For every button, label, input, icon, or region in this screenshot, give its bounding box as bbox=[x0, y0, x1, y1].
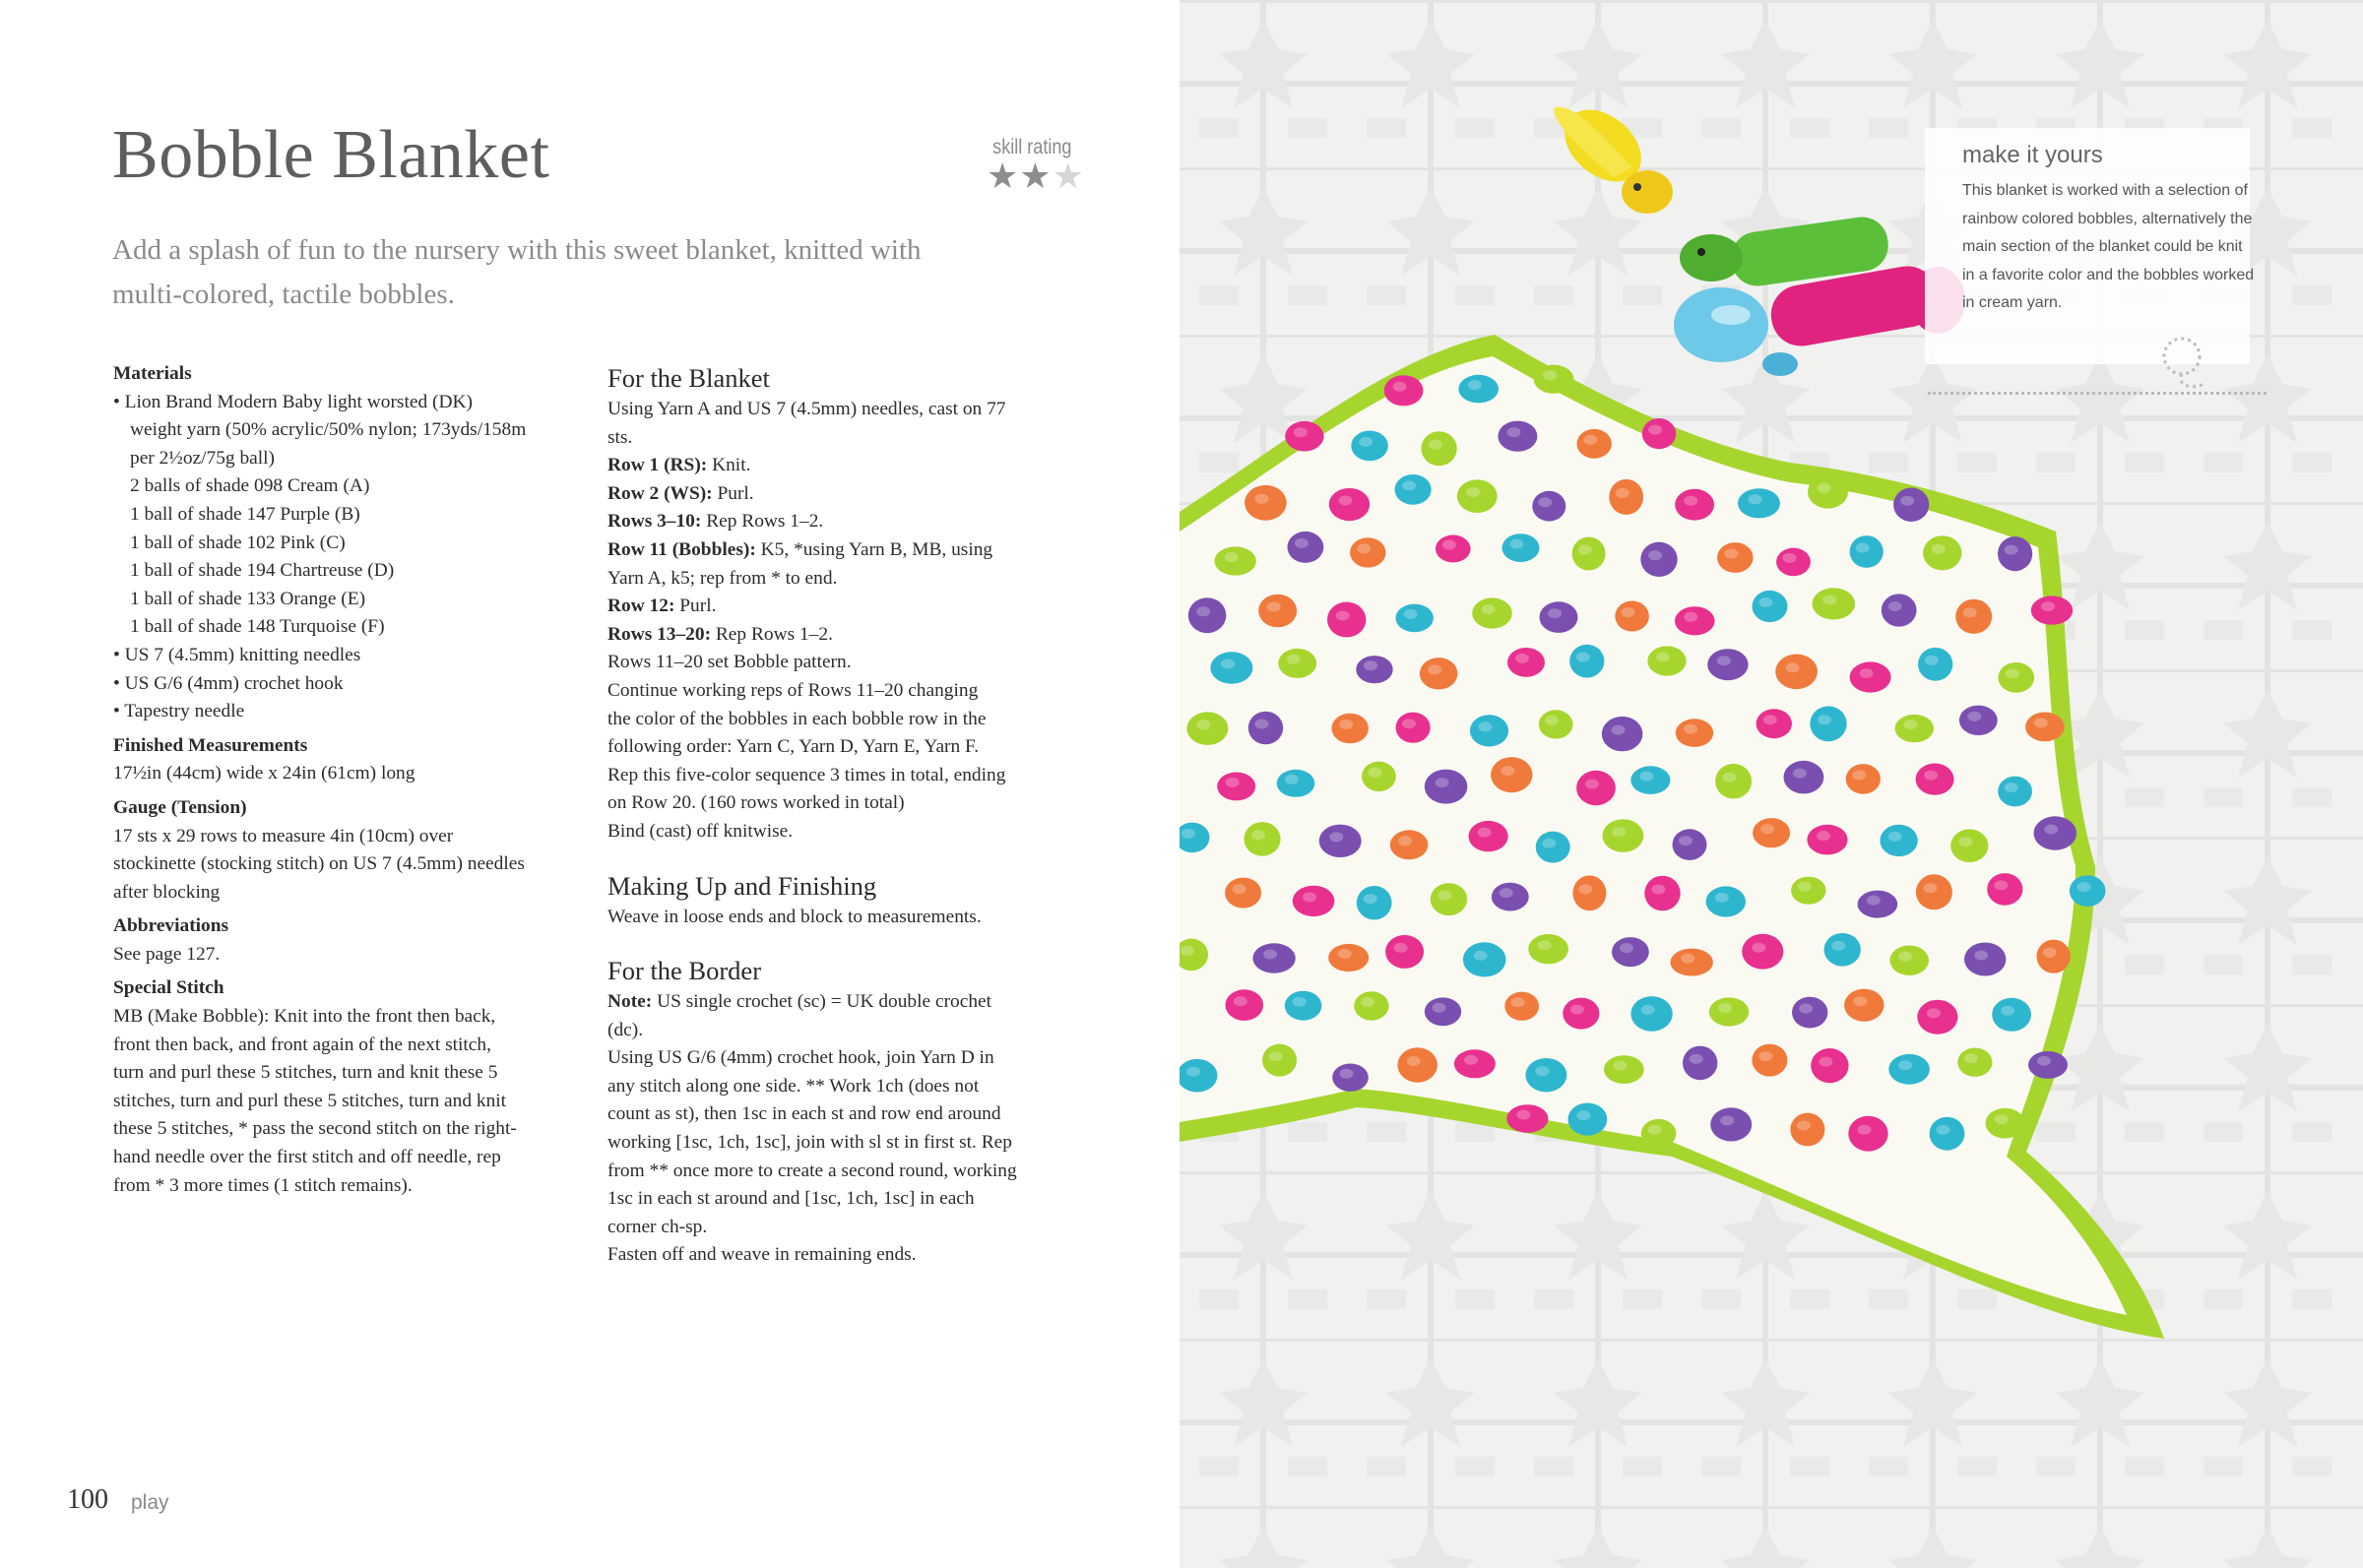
tip-line: in a favorite color and the bobbles worked bbox=[1962, 266, 2255, 283]
bobble-highlight bbox=[1233, 884, 1246, 894]
bobble-highlight bbox=[1923, 883, 1937, 893]
bobble-highlight bbox=[1690, 1054, 1703, 1064]
bobble-highlight bbox=[1616, 488, 1629, 498]
bobble-highlight bbox=[1438, 891, 1452, 901]
bobble-highlight bbox=[1749, 494, 1762, 504]
bobble-highlight bbox=[1394, 943, 1408, 953]
bobble-highlight bbox=[1798, 882, 1812, 892]
bobble-highlight bbox=[1226, 778, 1240, 787]
bobble-highlight bbox=[1818, 483, 1831, 493]
bobble-highlight bbox=[1888, 601, 1902, 611]
bobble-highlight bbox=[1293, 997, 1307, 1007]
materials-shade: 1 ball of shade 148 Turquoise (F) bbox=[130, 616, 385, 638]
bobble-highlight bbox=[1799, 1004, 1813, 1014]
bobble-highlight bbox=[1570, 1005, 1584, 1015]
bobble-highlight bbox=[1903, 720, 1917, 729]
tip-title: make it yours bbox=[1962, 142, 2103, 168]
tip-box bbox=[1925, 128, 2255, 364]
bobble-highlight bbox=[1817, 831, 1830, 841]
page-title: Bobble Blanket bbox=[112, 117, 550, 193]
bobble-highlight bbox=[1393, 382, 1407, 392]
border-note-label: Note: bbox=[607, 991, 653, 1013]
making-up-text: Weave in loose ends and block to measurements. bbox=[607, 906, 982, 927]
blanket-line: Continue working reps of Rows 11–20 changing bbox=[607, 679, 979, 701]
border-line: from ** once more to create a second round, working bbox=[607, 1160, 1017, 1181]
bobble-highlight bbox=[1196, 606, 1210, 616]
bobble-highlight bbox=[1510, 539, 1524, 549]
bobble-highlight bbox=[1958, 837, 1972, 847]
bobble-highlight bbox=[1364, 894, 1377, 904]
bobble-highlight bbox=[1924, 771, 1938, 781]
border-line: corner ch-sp. bbox=[607, 1216, 708, 1237]
materials-shade: 1 ball of shade 147 Purple (B) bbox=[130, 503, 360, 525]
skill-rating bbox=[987, 136, 1085, 196]
bobble-highlight bbox=[1964, 1053, 1978, 1063]
bobble-highlight bbox=[1963, 607, 1977, 617]
abbreviations-heading: Abbreviations bbox=[113, 915, 229, 937]
bobble-highlight bbox=[1760, 824, 1774, 834]
pattern-row bbox=[607, 536, 1070, 565]
pattern-row-text: Rep Rows 1–2. bbox=[701, 511, 824, 533]
bobble-highlight bbox=[1679, 836, 1692, 846]
bobble-highlight bbox=[1656, 653, 1670, 662]
bobble-highlight bbox=[1442, 540, 1456, 550]
pattern-row-label: Rows 13–20: bbox=[607, 623, 712, 645]
border-line: working [1sc, 1ch, 1sc], join with sl st in first st. Rep bbox=[607, 1132, 1012, 1154]
bobble-highlight bbox=[1287, 655, 1301, 664]
page-number: 100 bbox=[67, 1484, 108, 1515]
bobble-highlight bbox=[1652, 885, 1666, 895]
left-page bbox=[0, 0, 1180, 1568]
tip-dotted-rule bbox=[1928, 392, 2267, 395]
pattern-row-text: Knit. bbox=[707, 455, 751, 476]
bobble-highlight bbox=[2005, 783, 2018, 792]
bobble-highlight bbox=[1797, 1121, 1811, 1131]
bobble-highlight bbox=[1858, 1125, 1872, 1135]
bobble-highlight bbox=[1515, 654, 1529, 663]
bobble-highlight bbox=[2044, 825, 2058, 835]
bobble-highlight bbox=[1720, 1115, 1734, 1125]
bobble-highlight bbox=[1860, 668, 1874, 678]
bobble-highlight bbox=[1613, 1061, 1627, 1071]
star-filled-icon: ★ bbox=[987, 157, 1020, 196]
bobble-highlight bbox=[1967, 712, 1981, 721]
bobble-highlight bbox=[1464, 1055, 1478, 1065]
bobble-highlight bbox=[1852, 770, 1866, 780]
bobble-highlight bbox=[1407, 1056, 1421, 1066]
bobble-highlight bbox=[1612, 725, 1626, 735]
bobble-highlight bbox=[2041, 601, 2055, 611]
bobble-highlight bbox=[1433, 1003, 1446, 1013]
bobble-highlight bbox=[1482, 604, 1496, 614]
bobble-highlight bbox=[1545, 716, 1559, 725]
bobble-highlight bbox=[1303, 892, 1316, 902]
tip-line: main section of the blanket could be knit bbox=[1962, 238, 2243, 255]
bobble-highlight bbox=[1576, 1110, 1590, 1120]
bobble-highlight bbox=[1234, 996, 1247, 1006]
bobble-highlight bbox=[1329, 832, 1343, 842]
bobble-highlight bbox=[1898, 952, 1912, 962]
bobble-highlight bbox=[1196, 720, 1210, 729]
blanket-line: on Row 20. (160 rows worked in total) bbox=[607, 792, 905, 814]
bobble-highlight bbox=[1648, 550, 1662, 560]
border-line: any stitch along one side. ** Work 1ch (does not bbox=[607, 1075, 980, 1097]
bobble-highlight bbox=[1684, 724, 1697, 734]
bobble-highlight bbox=[1357, 543, 1371, 553]
measurements-heading: Finished Measurements bbox=[113, 734, 308, 756]
abbreviations-text: See page 127. bbox=[113, 943, 221, 965]
bobble-highlight bbox=[1500, 888, 1513, 898]
bobble-highlight bbox=[1548, 608, 1562, 618]
pattern-row-label: Rows 3–10: bbox=[607, 511, 702, 533]
bobble-highlight bbox=[1479, 721, 1493, 731]
bobble-highlight bbox=[1221, 659, 1235, 669]
bobble-highlight bbox=[1543, 370, 1557, 380]
bobble-highlight bbox=[1538, 940, 1552, 950]
materials-shade: 1 ball of shade 194 Chartreuse (D) bbox=[130, 560, 395, 582]
star-empty-icon: ★ bbox=[1052, 157, 1085, 196]
bobble-highlight bbox=[1535, 1066, 1549, 1076]
bobble-highlight bbox=[1339, 496, 1353, 506]
pattern-row-text: Rep Rows 1–2. bbox=[711, 623, 833, 645]
bobble-highlight bbox=[1585, 780, 1599, 789]
special-stitch-line: front then back, and front again of the next stitch, bbox=[113, 1034, 491, 1055]
bobble-highlight bbox=[1295, 538, 1309, 548]
bobble-highlight bbox=[1622, 607, 1635, 617]
bobble-highlight bbox=[1251, 830, 1265, 840]
bobble-highlight bbox=[1831, 941, 1845, 951]
pattern-row-continued: Yarn A, k5; rep from * to end. bbox=[607, 567, 838, 589]
pattern-row-text: K5, *using Yarn B, MB, using bbox=[755, 538, 993, 560]
materials-yarn-line: weight yarn (50% acrylic/50% nylon; 173yds/158m bbox=[130, 419, 527, 441]
bobble-highlight bbox=[1583, 435, 1597, 445]
bobble-highlight bbox=[1263, 950, 1277, 960]
special-stitch-line: turn and purl these 5 stitches, turn and knit these 5 bbox=[113, 1062, 498, 1084]
materials-yarn-bullet: • Lion Brand Modern Baby light worsted (DK) bbox=[113, 391, 473, 412]
bobble-highlight bbox=[1853, 996, 1867, 1006]
gauge-heading: Gauge (Tension) bbox=[113, 796, 247, 818]
bobble-highlight bbox=[1974, 951, 1988, 961]
bobble-highlight bbox=[1927, 1008, 1941, 1018]
bobble-highlight bbox=[1684, 496, 1697, 506]
intro-text: Add a splash of fun to the nursery with this sweet blanket, knitted with multi-colored, tactile bobbles. bbox=[112, 234, 922, 310]
materials-yarn-line: per 2½oz/75g ball) bbox=[130, 447, 276, 469]
bobble-highlight bbox=[1937, 1125, 1950, 1135]
bobble-highlight bbox=[2006, 668, 2019, 678]
bobble-highlight bbox=[1511, 997, 1525, 1007]
special-stitch-heading: Special Stitch bbox=[113, 977, 224, 999]
bobble-highlight bbox=[1818, 715, 1831, 724]
bobble-highlight bbox=[1364, 660, 1377, 670]
bobble-highlight bbox=[1336, 611, 1350, 621]
bobble-highlight bbox=[1681, 954, 1694, 964]
special-stitch-line: from * 3 more times (1 stitch remains). bbox=[113, 1174, 413, 1196]
bobble-highlight bbox=[1578, 884, 1592, 894]
materials-tool: • Tapestry needle bbox=[113, 701, 245, 722]
materials-tool: • US 7 (4.5mm) knitting needles bbox=[113, 644, 361, 665]
bobble-highlight bbox=[1404, 609, 1418, 619]
border-heading: For the Border bbox=[607, 956, 762, 986]
bobble-highlight bbox=[1186, 1067, 1200, 1077]
materials-heading: Materials bbox=[113, 363, 192, 384]
blanket-line: Bind (cast) off knitwise. bbox=[607, 820, 794, 842]
special-stitch-line: MB (Make Bobble): Knit into the front then back, bbox=[113, 1006, 496, 1028]
bobble-highlight bbox=[2043, 948, 2057, 958]
pattern-row bbox=[607, 480, 1070, 509]
bobble-highlight bbox=[1994, 880, 2008, 890]
bobble-highlight bbox=[1758, 1051, 1772, 1061]
yarn-loop-icon bbox=[2154, 335, 2213, 396]
bobble-highlight bbox=[1783, 553, 1797, 563]
bobble-highlight bbox=[1759, 597, 1773, 607]
blanket-line: Rows 11–20 set Bobble pattern. bbox=[607, 652, 852, 673]
section-name: play bbox=[131, 1491, 169, 1514]
pattern-row bbox=[607, 621, 1070, 650]
bobble-highlight bbox=[1269, 1051, 1283, 1061]
bobble-highlight bbox=[1932, 544, 1946, 554]
bobble-highlight bbox=[2034, 718, 2048, 727]
bobble-highlight bbox=[1752, 943, 1765, 953]
star-filled-icon: ★ bbox=[1019, 157, 1053, 196]
bobble-highlight bbox=[1538, 497, 1552, 507]
bobble-highlight bbox=[1436, 778, 1449, 787]
bobble-highlight bbox=[2001, 1006, 2014, 1016]
bobble-highlight bbox=[1361, 997, 1374, 1007]
bobble-highlight bbox=[1285, 775, 1299, 784]
pattern-row-label: Row 11 (Bobbles): bbox=[607, 538, 756, 560]
bobble-highlight bbox=[1542, 839, 1556, 848]
bobble-highlight bbox=[1578, 545, 1592, 555]
blanket-intro-line: Using Yarn A and US 7 (4.5mm) needles, cast on 77 bbox=[607, 399, 1006, 419]
bobble-highlight bbox=[1402, 480, 1416, 490]
bobble-highlight bbox=[1763, 715, 1777, 724]
bobble-highlight bbox=[1338, 949, 1352, 959]
border-line: count as st), then 1sc in each st and row end around bbox=[607, 1103, 1001, 1125]
bobble-highlight bbox=[1340, 1069, 1354, 1079]
gauge-line: 17 sts x 29 rows to measure 4in (10cm) over bbox=[113, 825, 454, 847]
bobble-highlight bbox=[1429, 440, 1442, 450]
bobble-highlight bbox=[1822, 595, 1836, 604]
bobble-highlight bbox=[1718, 1003, 1732, 1013]
blanket-line: the color of the bobbles in each bobble row in the bbox=[607, 708, 987, 729]
blanket-line: Rep this five-color sequence 3 times in total, ending bbox=[607, 764, 1006, 785]
bobble-highlight bbox=[1888, 832, 1902, 842]
pattern-row-text: Purl. bbox=[712, 482, 754, 504]
materials-shade: 1 ball of shade 133 Orange (E) bbox=[130, 588, 366, 609]
bobble-highlight bbox=[2005, 545, 2018, 555]
tip-line: rainbow colored bobbles, alternatively the bbox=[1962, 210, 2253, 227]
blanket-heading: For the Blanket bbox=[607, 363, 770, 393]
blanket-line: following order: Yarn C, Yarn D, Yarn E, Yarn F. bbox=[607, 736, 980, 758]
bobble-highlight bbox=[1786, 662, 1800, 672]
pattern-row-label: Row 12: bbox=[607, 596, 675, 617]
bobble-highlight bbox=[1466, 487, 1480, 497]
materials-shade: 2 balls of shade 098 Cream (A) bbox=[130, 475, 370, 497]
bobble-highlight bbox=[1339, 720, 1353, 729]
tip-line: in cream yarn. bbox=[1962, 294, 2063, 311]
bobble-highlight bbox=[1641, 1005, 1655, 1015]
border-note bbox=[607, 988, 1070, 1017]
gauge-line: after blocking bbox=[113, 881, 221, 903]
bobble-highlight bbox=[1255, 720, 1269, 729]
bobble-highlight bbox=[1254, 494, 1268, 504]
bobble-highlight bbox=[1225, 552, 1239, 562]
materials-column bbox=[113, 360, 580, 1200]
bobble-highlight bbox=[1867, 896, 1881, 906]
special-stitch-line: hand needle over the first stitch and off needle, rep bbox=[113, 1147, 501, 1168]
bobble-highlight bbox=[1648, 425, 1662, 435]
bobble-highlight bbox=[1898, 1060, 1912, 1070]
bobble-highlight bbox=[1294, 427, 1308, 437]
bobble-highlight bbox=[1506, 427, 1520, 437]
bobble-highlight bbox=[1182, 829, 1195, 839]
blanket-intro-line: sts. bbox=[607, 426, 633, 448]
bobble-highlight bbox=[2037, 1056, 2051, 1066]
bobble-highlight bbox=[1612, 827, 1626, 837]
bobble-highlight bbox=[1793, 769, 1807, 779]
pattern-row bbox=[607, 593, 1070, 621]
bobble-highlight bbox=[1620, 943, 1633, 953]
bobble-highlight bbox=[1181, 946, 1194, 956]
bobble-highlight bbox=[2076, 882, 2090, 892]
bobble-highlight bbox=[1267, 602, 1281, 612]
pattern-row-text: Purl. bbox=[674, 596, 717, 617]
border-line: (dc). bbox=[607, 1019, 644, 1040]
skill-stars bbox=[987, 157, 1085, 196]
bobble-highlight bbox=[1501, 766, 1514, 776]
bobble-highlight bbox=[1717, 656, 1731, 665]
bobble-highlight bbox=[1478, 828, 1492, 838]
making-up-heading: Making Up and Finishing bbox=[607, 870, 877, 901]
bobble-highlight bbox=[1516, 1110, 1530, 1120]
bobble-highlight bbox=[1402, 719, 1416, 728]
bobble-highlight bbox=[1368, 768, 1381, 778]
instructions-column bbox=[607, 360, 1070, 1270]
pattern-row-label: Row 1 (RS): bbox=[607, 455, 708, 476]
materials-shade: 1 ball of shade 102 Pink (C) bbox=[130, 532, 346, 553]
bobble-highlight bbox=[1576, 653, 1590, 662]
tip-line: This blanket is worked with a selection of bbox=[1962, 182, 2248, 199]
bobble-highlight bbox=[1925, 656, 1939, 665]
measurements-text: 17½in (44cm) wide x 24in (61cm) long bbox=[113, 763, 415, 784]
materials-tool: • US G/6 (4mm) crochet hook bbox=[113, 672, 344, 694]
special-stitch-line: stitches, turn and purl these 5 stitches, turn and knit bbox=[113, 1090, 507, 1111]
pattern-row bbox=[607, 508, 1070, 536]
border-line: Fasten off and weave in remaining ends. bbox=[607, 1244, 917, 1266]
bobble-highlight bbox=[1856, 543, 1870, 553]
pattern-row-label: Row 2 (WS): bbox=[607, 482, 713, 504]
bobble-highlight bbox=[1359, 437, 1373, 447]
border-line: 1sc in each st around and [1sc, 1ch, 1sc] in each bbox=[607, 1188, 975, 1210]
bobble-highlight bbox=[1723, 773, 1737, 783]
bobble-highlight bbox=[1639, 772, 1653, 782]
bobble-highlight bbox=[1684, 612, 1697, 622]
skill-rating-label: skill rating bbox=[992, 136, 1072, 158]
bobble-highlight bbox=[1468, 380, 1482, 390]
bobble-highlight bbox=[1428, 664, 1441, 674]
tip-text bbox=[1962, 177, 2258, 318]
bobble-highlight bbox=[1900, 496, 1914, 506]
bobble-highlight bbox=[1724, 549, 1738, 559]
gauge-line: stockinette (stocking stitch) on US 7 (4.5mm) needles bbox=[113, 853, 525, 875]
border-note-text: US single crochet (sc) = UK double crochet bbox=[652, 991, 992, 1013]
pattern-row bbox=[607, 452, 1070, 480]
special-stitch-line: these 5 stitches, * pass the second stitch on the right- bbox=[113, 1118, 517, 1140]
bobble-highlight bbox=[1648, 1125, 1662, 1135]
bobble-highlight bbox=[1474, 951, 1488, 961]
bobble-highlight bbox=[1995, 1114, 2009, 1124]
bobble-highlight bbox=[1715, 893, 1729, 903]
border-line: Using US G/6 (4mm) crochet hook, join Yarn D in bbox=[607, 1047, 994, 1069]
bobble-highlight bbox=[1398, 836, 1412, 846]
bobble-highlight bbox=[1819, 1057, 1832, 1067]
